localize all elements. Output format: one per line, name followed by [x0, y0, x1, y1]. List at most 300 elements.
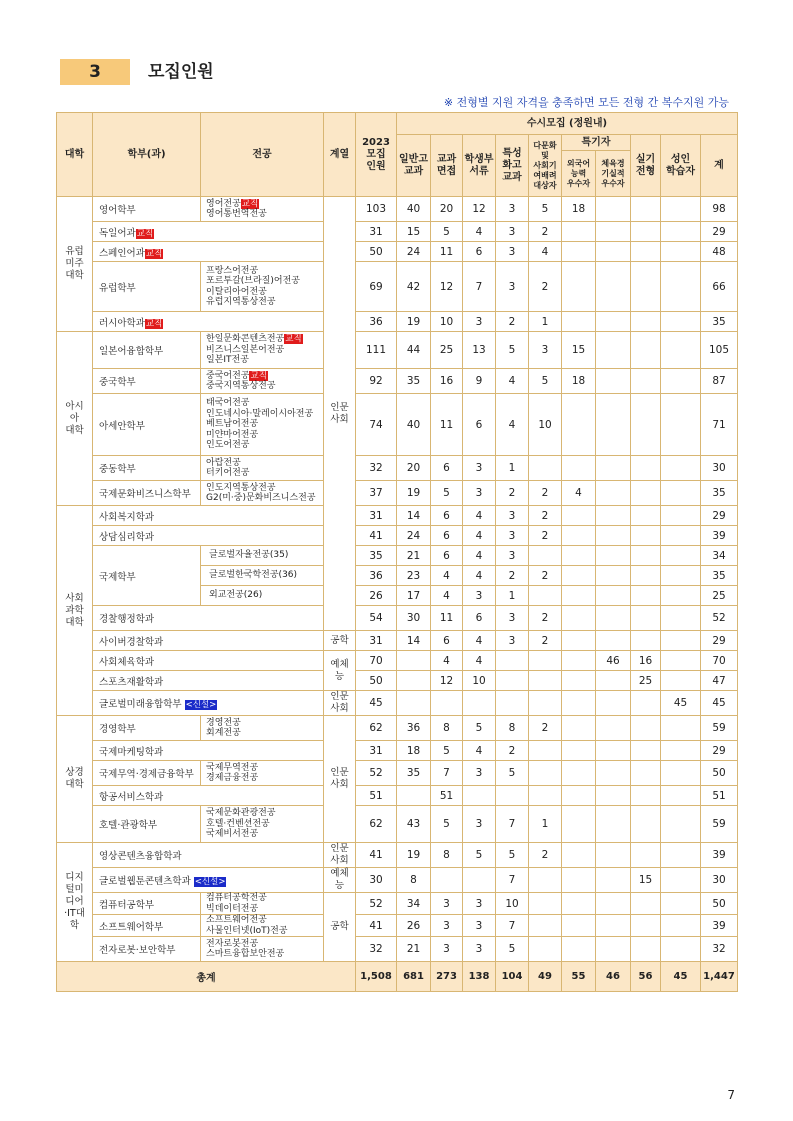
- value-cell: 36: [356, 566, 397, 586]
- value-cell: 5: [431, 481, 463, 506]
- table-row: [57, 506, 738, 526]
- total-value-cell: 1,508: [356, 962, 397, 992]
- header-interview: 교과 면접: [431, 135, 463, 197]
- value-cell: 32: [356, 456, 397, 481]
- value-cell: 12: [463, 197, 496, 222]
- value-cell: [661, 868, 701, 893]
- value-cell: 3: [431, 893, 463, 915]
- major-cell: [201, 761, 324, 786]
- major-label: 영어전공: [206, 198, 241, 209]
- value-cell: 17: [397, 586, 431, 606]
- value-cell: [596, 631, 631, 651]
- value-cell: 2: [529, 843, 562, 868]
- value-cell: 2: [496, 566, 529, 586]
- value-cell: 2: [529, 262, 562, 312]
- value-cell: 3: [463, 456, 496, 481]
- table-row: [57, 786, 738, 806]
- value-cell: 6: [431, 506, 463, 526]
- major-cell: 외교전공(26): [201, 586, 324, 606]
- value-cell: 14: [397, 631, 431, 651]
- new-dept-badge: <신설>: [194, 877, 226, 887]
- value-cell: 7: [463, 262, 496, 312]
- header-college: 대학: [57, 113, 93, 197]
- value-cell: 5: [431, 806, 463, 843]
- value-cell: 20: [397, 456, 431, 481]
- value-cell: 2: [529, 506, 562, 526]
- value-cell: 34: [701, 546, 738, 566]
- major-label: 국제비서전공: [206, 829, 259, 840]
- value-cell: [661, 506, 701, 526]
- value-cell: [631, 546, 661, 566]
- value-cell: [661, 893, 701, 915]
- dept-label: 경찰행정학과: [99, 614, 155, 625]
- total-value-cell: 45: [661, 962, 701, 992]
- dept-cell: [93, 843, 324, 868]
- value-cell: 4: [463, 741, 496, 761]
- dept-cell: [93, 915, 201, 937]
- value-cell: [661, 631, 701, 651]
- section-number: 3: [60, 59, 130, 85]
- major-label: 태국어전공: [206, 398, 250, 409]
- value-cell: [631, 586, 661, 606]
- dept-label: 글로벌미래융합학부: [99, 699, 182, 710]
- value-cell: [661, 606, 701, 631]
- value-cell: [631, 481, 661, 506]
- value-cell: 29: [701, 631, 738, 651]
- value-cell: 39: [701, 915, 738, 937]
- table-row: [57, 481, 738, 506]
- dept-cell: [93, 761, 201, 786]
- value-cell: 50: [356, 242, 397, 262]
- value-cell: [661, 312, 701, 332]
- value-cell: [631, 242, 661, 262]
- header-foreign: 외국어 능력 우수자: [562, 151, 596, 197]
- header-sports: 체육경 기실적 우수자: [596, 151, 631, 197]
- dept-label: 독일어과: [99, 227, 136, 239]
- value-cell: 39: [701, 843, 738, 868]
- value-cell: 3: [463, 481, 496, 506]
- value-cell: [562, 242, 596, 262]
- value-cell: 3: [463, 915, 496, 937]
- value-cell: [562, 631, 596, 651]
- value-cell: 7: [496, 806, 529, 843]
- value-cell: [661, 394, 701, 456]
- value-cell: 9: [463, 369, 496, 394]
- field-cell: 인문 사회: [324, 716, 356, 843]
- value-cell: 4: [431, 651, 463, 671]
- value-cell: 23: [397, 566, 431, 586]
- table-row: [57, 691, 738, 716]
- total-value-cell: 1,447: [701, 962, 738, 992]
- value-cell: 41: [356, 915, 397, 937]
- value-cell: 105: [701, 332, 738, 369]
- dept-label: 러시아학과: [99, 317, 145, 329]
- college-cell: 사회 과학 대학: [57, 506, 93, 716]
- dept-label: 국제문화비즈니스학부: [99, 489, 191, 500]
- major-label: 유럽지역통상전공: [206, 297, 276, 307]
- dept-label: 글로벌웹툰콘텐츠학과: [99, 876, 191, 887]
- dept-cell: [93, 394, 201, 456]
- major-label: 인도지역통상전공: [206, 482, 276, 493]
- dept-cell: [93, 369, 201, 394]
- college-cell: 디지 털미 디어 ·IT대 학: [57, 843, 93, 962]
- value-cell: 16: [631, 651, 661, 671]
- value-cell: 18: [397, 741, 431, 761]
- dept-cell: [93, 332, 201, 369]
- major-label: 국제문화관광전공: [206, 808, 276, 819]
- dept-cell: [93, 691, 324, 716]
- value-cell: 30: [701, 456, 738, 481]
- dept-cell: [93, 197, 201, 222]
- dept-cell: [93, 786, 324, 806]
- value-cell: 2: [529, 606, 562, 631]
- value-cell: 40: [397, 394, 431, 456]
- value-cell: 59: [701, 806, 738, 843]
- dept-label: 사회복지학과: [99, 511, 155, 523]
- value-cell: 48: [701, 242, 738, 262]
- dept-label: 스포츠재활학과: [99, 676, 164, 688]
- value-cell: [661, 546, 701, 566]
- value-cell: 4: [463, 222, 496, 242]
- value-cell: 4: [496, 369, 529, 394]
- header-multicultural: 다문화 및 사회기 여배려 대상자: [529, 135, 562, 197]
- major-cell: [201, 456, 324, 481]
- value-cell: 50: [356, 671, 397, 691]
- major-cell: [201, 806, 324, 843]
- table-row: [57, 937, 738, 962]
- teacher-cert-badge: 교직: [285, 334, 302, 345]
- value-cell: [631, 394, 661, 456]
- value-cell: 51: [356, 786, 397, 806]
- value-cell: [562, 786, 596, 806]
- value-cell: 24: [397, 242, 431, 262]
- value-cell: 25: [631, 671, 661, 691]
- dept-label: 아세안학부: [99, 420, 145, 432]
- major-label: 중국지역통상전공: [206, 381, 276, 391]
- college-cell: 아시 아 대학: [57, 332, 93, 506]
- value-cell: 3: [431, 937, 463, 962]
- value-cell: [631, 222, 661, 242]
- value-cell: [661, 222, 701, 242]
- header-total: 계: [701, 135, 738, 197]
- value-cell: 47: [701, 671, 738, 691]
- value-cell: [596, 222, 631, 242]
- value-cell: [631, 806, 661, 843]
- field-cell: 인문 사회: [324, 197, 356, 631]
- major-label: 전자로봇전공: [206, 938, 259, 949]
- major-label: 영어통번역전공: [206, 209, 267, 219]
- header-susi: 수시모집 (정원내): [397, 113, 738, 135]
- value-cell: [496, 691, 529, 716]
- header-quota: 2023 모집 인원: [356, 113, 397, 197]
- dept-label: 스페인어과: [99, 247, 145, 259]
- value-cell: 5: [496, 332, 529, 369]
- value-cell: 26: [397, 915, 431, 937]
- major-label: 경제금융전공: [206, 773, 259, 783]
- value-cell: 98: [701, 197, 738, 222]
- value-cell: 69: [356, 262, 397, 312]
- value-cell: 41: [356, 843, 397, 868]
- value-cell: 103: [356, 197, 397, 222]
- value-cell: 5: [529, 197, 562, 222]
- table-row: [57, 526, 738, 546]
- total-value-cell: 273: [431, 962, 463, 992]
- value-cell: 4: [463, 566, 496, 586]
- major-label: 일본IT전공: [206, 355, 249, 366]
- value-cell: [596, 868, 631, 893]
- value-cell: [529, 868, 562, 893]
- value-cell: 43: [397, 806, 431, 843]
- dept-cell: [93, 222, 324, 242]
- major-cell: [201, 915, 324, 937]
- value-cell: [631, 915, 661, 937]
- value-cell: [562, 312, 596, 332]
- table-row: [57, 741, 738, 761]
- major-label: 아랍전공: [206, 457, 241, 468]
- value-cell: 8: [397, 868, 431, 893]
- value-cell: [596, 332, 631, 369]
- value-cell: [562, 262, 596, 312]
- value-cell: [562, 506, 596, 526]
- value-cell: 4: [529, 242, 562, 262]
- dept-cell: [93, 806, 201, 843]
- dept-label: 사회체육학과: [99, 656, 155, 668]
- value-cell: 36: [356, 312, 397, 332]
- major-cell: [201, 369, 324, 394]
- dept-label: 항공서비스학과: [99, 791, 164, 803]
- table-row: [57, 394, 738, 456]
- total-value-cell: 681: [397, 962, 431, 992]
- table-row: [57, 671, 738, 691]
- header-specialized: 특성 화고 교과: [496, 135, 529, 197]
- value-cell: [596, 394, 631, 456]
- dept-label: 사이버경찰학과: [99, 636, 164, 648]
- table-row: [57, 843, 738, 868]
- value-cell: 46: [596, 651, 631, 671]
- value-cell: [631, 197, 661, 222]
- value-cell: 31: [356, 631, 397, 651]
- dept-label: 전자로봇·보안학부: [99, 945, 176, 956]
- dept-label: 중국학부: [99, 377, 136, 388]
- value-cell: 4: [562, 481, 596, 506]
- dept-label: 국제마케팅학과: [99, 746, 164, 758]
- major-label: 중국어전공: [206, 370, 250, 381]
- value-cell: [596, 566, 631, 586]
- teacher-cert-badge: 교직: [145, 318, 163, 329]
- value-cell: 8: [496, 716, 529, 741]
- value-cell: 1: [496, 456, 529, 481]
- dept-cell: [93, 868, 324, 893]
- major-label: 경영전공: [206, 717, 241, 728]
- value-cell: 14: [397, 506, 431, 526]
- value-cell: 19: [397, 312, 431, 332]
- value-cell: 5: [463, 716, 496, 741]
- value-cell: 29: [701, 222, 738, 242]
- value-cell: 4: [496, 394, 529, 456]
- value-cell: [562, 691, 596, 716]
- value-cell: [529, 786, 562, 806]
- value-cell: [661, 332, 701, 369]
- value-cell: [397, 691, 431, 716]
- eligibility-note: ※ 전형별 지원 자격을 충족하면 모든 전형 간 복수지원 가능: [443, 96, 729, 109]
- value-cell: [661, 937, 701, 962]
- value-cell: [397, 786, 431, 806]
- table-row: [57, 456, 738, 481]
- value-cell: 37: [356, 481, 397, 506]
- table-row: [57, 332, 738, 369]
- dept-label: 경영학부: [99, 724, 136, 735]
- table-row: [57, 868, 738, 893]
- dept-label: 국제무역·경제금융학부: [99, 769, 194, 780]
- dept-cell: [93, 893, 201, 915]
- value-cell: 7: [496, 915, 529, 937]
- value-cell: 35: [397, 369, 431, 394]
- value-cell: 12: [431, 671, 463, 691]
- major-cell: 글로벌한국학전공(36): [201, 566, 324, 586]
- value-cell: [596, 506, 631, 526]
- value-cell: [562, 526, 596, 546]
- value-cell: 32: [701, 937, 738, 962]
- value-cell: 21: [397, 937, 431, 962]
- value-cell: [529, 915, 562, 937]
- value-cell: 29: [701, 741, 738, 761]
- value-cell: [661, 915, 701, 937]
- table-row: [57, 369, 738, 394]
- value-cell: [562, 546, 596, 566]
- value-cell: 54: [356, 606, 397, 631]
- value-cell: [529, 651, 562, 671]
- value-cell: [562, 937, 596, 962]
- value-cell: 45: [701, 691, 738, 716]
- value-cell: [431, 868, 463, 893]
- value-cell: [562, 741, 596, 761]
- value-cell: [562, 222, 596, 242]
- major-label: 이탈리아어전공: [206, 286, 267, 297]
- value-cell: 26: [356, 586, 397, 606]
- value-cell: 4: [431, 586, 463, 606]
- major-label: 국제무역전공: [206, 762, 259, 773]
- major-label: 인도어전공: [206, 440, 250, 451]
- value-cell: 3: [496, 222, 529, 242]
- dept-cell: [93, 741, 324, 761]
- dept-cell: [93, 481, 201, 506]
- table-row: [57, 222, 738, 242]
- value-cell: [661, 526, 701, 546]
- value-cell: 71: [701, 394, 738, 456]
- major-label: 한일문화콘텐츠전공: [206, 334, 285, 345]
- value-cell: 3: [496, 606, 529, 631]
- value-cell: 31: [356, 741, 397, 761]
- dept-cell: [93, 651, 324, 671]
- value-cell: 32: [356, 937, 397, 962]
- value-cell: [631, 566, 661, 586]
- value-cell: [596, 806, 631, 843]
- value-cell: 31: [356, 506, 397, 526]
- value-cell: 39: [701, 526, 738, 546]
- field-cell: 공학: [324, 893, 356, 962]
- value-cell: 5: [463, 843, 496, 868]
- value-cell: 7: [496, 868, 529, 893]
- value-cell: [562, 586, 596, 606]
- header-adult: 성인 학습자: [661, 135, 701, 197]
- value-cell: 6: [463, 242, 496, 262]
- value-cell: 20: [431, 197, 463, 222]
- value-cell: 2: [496, 741, 529, 761]
- table-row: [57, 606, 738, 631]
- value-cell: [661, 786, 701, 806]
- major-label: 소프트웨어전공: [206, 915, 267, 925]
- value-cell: [562, 566, 596, 586]
- table-row: [57, 915, 738, 937]
- dept-label: 상담심리학과: [99, 531, 155, 543]
- value-cell: 3: [496, 262, 529, 312]
- major-label: 비즈니스일본어전공: [206, 344, 285, 355]
- value-cell: [631, 526, 661, 546]
- dept-cell: [93, 671, 324, 691]
- value-cell: 6: [463, 394, 496, 456]
- value-cell: 6: [431, 631, 463, 651]
- value-cell: [562, 843, 596, 868]
- field-cell: 공학: [324, 631, 356, 651]
- field-cell: 예체 능: [324, 651, 356, 691]
- value-cell: [463, 691, 496, 716]
- value-cell: [596, 937, 631, 962]
- value-cell: [596, 761, 631, 786]
- value-cell: 16: [431, 369, 463, 394]
- value-cell: [661, 761, 701, 786]
- value-cell: [661, 197, 701, 222]
- table-row: [57, 761, 738, 786]
- value-cell: [631, 761, 661, 786]
- value-cell: [631, 332, 661, 369]
- major-cell: [201, 332, 324, 369]
- value-cell: 6: [431, 526, 463, 546]
- value-cell: [596, 741, 631, 761]
- college-cell: 상경 대학: [57, 716, 93, 843]
- major-cell: [201, 394, 324, 456]
- value-cell: 92: [356, 369, 397, 394]
- dept-cell: [93, 242, 324, 262]
- table-body: [57, 197, 738, 992]
- value-cell: [596, 197, 631, 222]
- major-label: 베트남어전공: [206, 419, 259, 430]
- value-cell: [631, 716, 661, 741]
- value-cell: [661, 586, 701, 606]
- value-cell: 3: [463, 586, 496, 606]
- major-label: 포르투갈(브라질)어전공: [206, 276, 300, 286]
- value-cell: 2: [529, 566, 562, 586]
- value-cell: [661, 806, 701, 843]
- value-cell: [631, 312, 661, 332]
- dept-label: 일본어융합학부: [99, 346, 164, 357]
- value-cell: 31: [356, 222, 397, 242]
- dept-label: 영상콘텐츠융합학과: [99, 851, 182, 862]
- value-cell: [596, 546, 631, 566]
- value-cell: [562, 456, 596, 481]
- value-cell: [661, 262, 701, 312]
- value-cell: [562, 868, 596, 893]
- value-cell: 10: [529, 394, 562, 456]
- major-label: 스마트융합보안전공: [206, 949, 285, 959]
- header-general: 일반고 교과: [397, 135, 431, 197]
- value-cell: 3: [431, 915, 463, 937]
- recruitment-table: [56, 112, 738, 992]
- value-cell: [631, 506, 661, 526]
- value-cell: [562, 394, 596, 456]
- major-label: 사물인터넷(IoT)전공: [206, 925, 288, 936]
- value-cell: 35: [701, 312, 738, 332]
- value-cell: 2: [496, 312, 529, 332]
